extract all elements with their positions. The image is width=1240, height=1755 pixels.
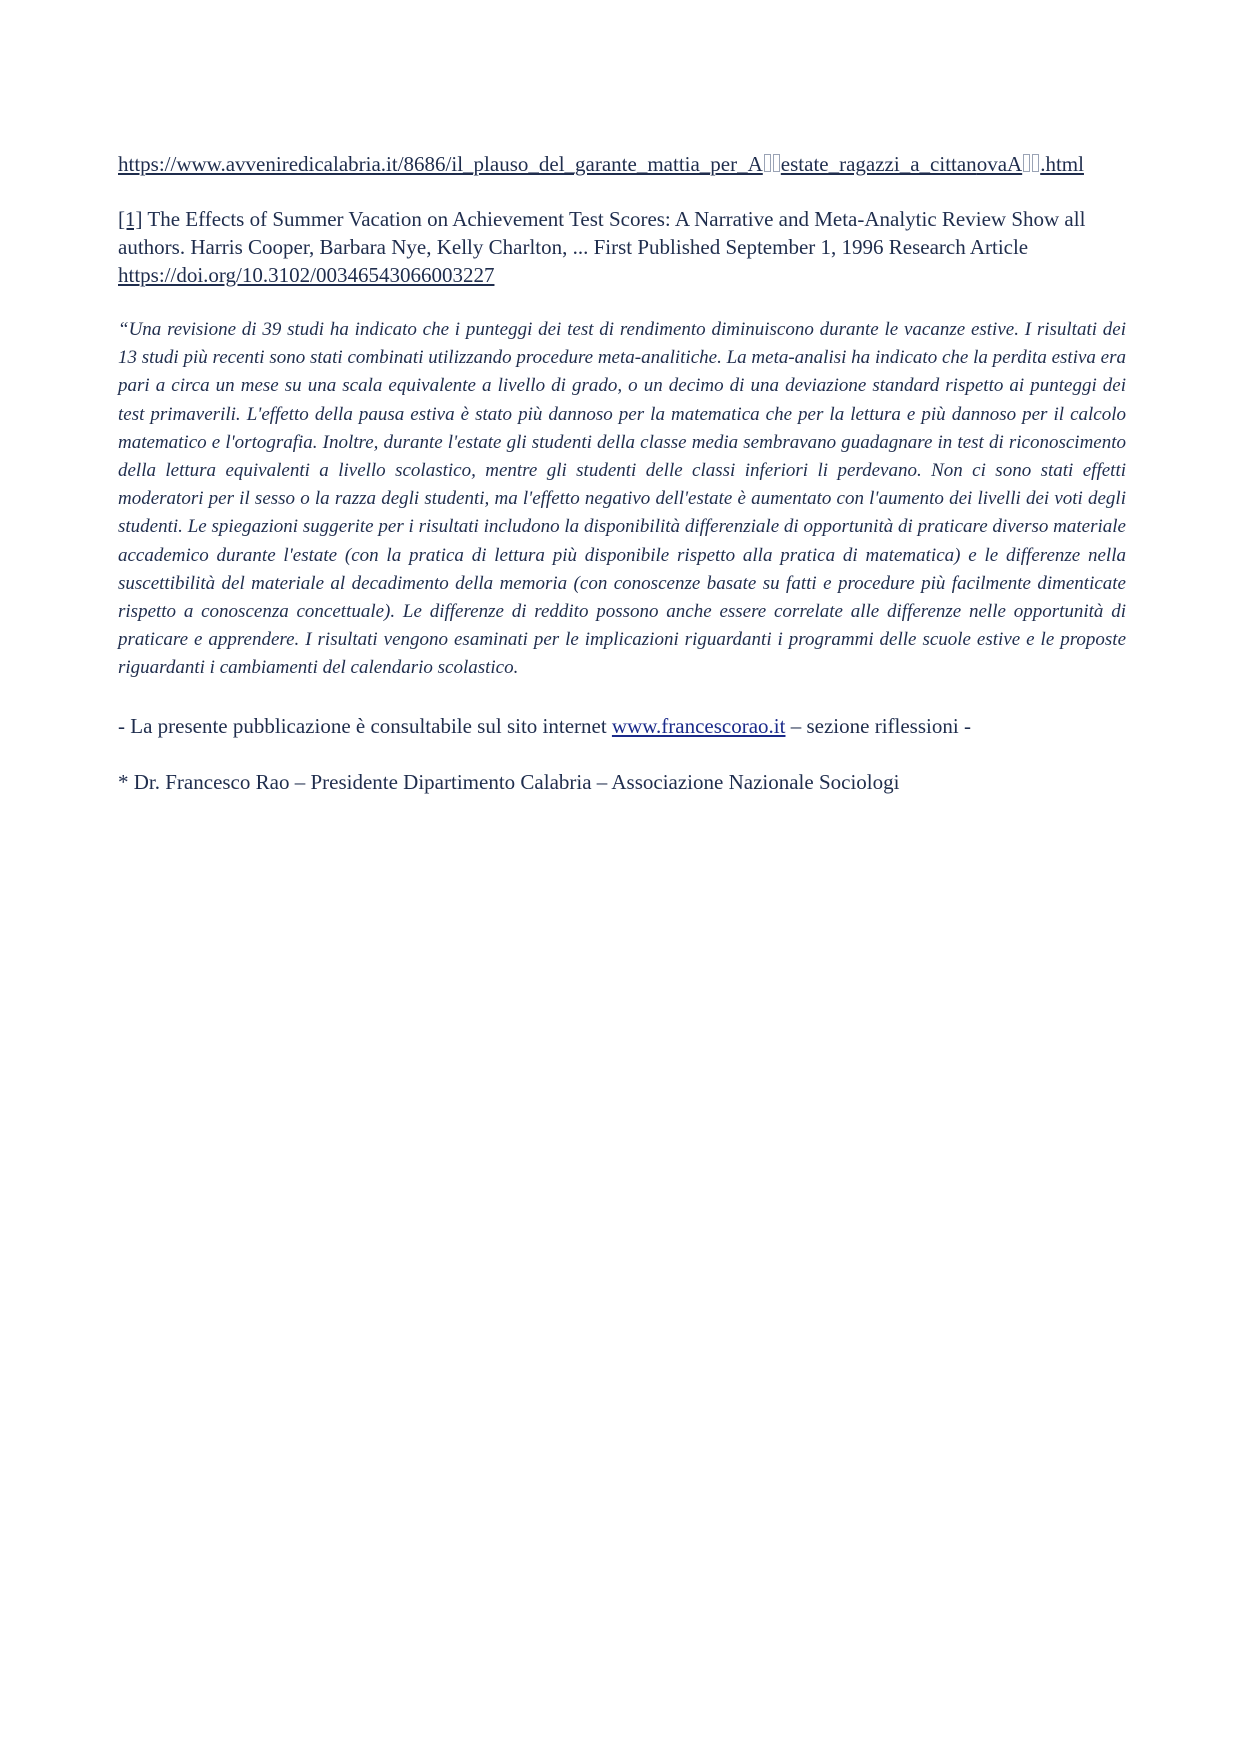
source-url-part2[interactable]: estate_ragazzi_a_cittan xyxy=(780,152,977,176)
footnote-marker[interactable]: [1] xyxy=(118,207,143,231)
missing-glyph-icon xyxy=(1023,154,1030,172)
source-url[interactable] xyxy=(118,150,1126,178)
source-url-part3[interactable]: ovaA xyxy=(976,152,1023,176)
footnote-reference xyxy=(118,205,1126,289)
missing-glyph-icon xyxy=(764,154,771,172)
publication-note-before: - La presente pubblicazione è consultabile sul sito internet xyxy=(118,713,612,738)
missing-glyph-icon xyxy=(1032,154,1039,172)
website-link[interactable]: www.francescorao.it xyxy=(611,713,786,738)
source-url-part4[interactable]: .html xyxy=(1040,152,1084,176)
abstract-quote: “Una revisione di 39 studi ha indicato che i punteggi dei test di rendimento diminuiscono durante le vacanze estive. I risultati dei 13 studi più recenti sono stati combinati utilizzando procedure meta-analitiche. La meta-analisi ha indicato che la perdita estiva era pari a circa un mese su una scala equivalente a livello di grado, o un decimo di una deviazione standard rispetto ai punteggi dei test primaverili. L'effetto della pausa estiva è stato più dannoso per la matematica che per la lettura e più dannoso per il calcolo matematico e l'ortografia. Inoltre, durante l'estate gli studenti della classe media sembravano guadagnare in test di riconoscimento della lettura equivalenti a livello scolastico, mentre gli studenti delle classi inferiori li perdevano. Non ci sono stati effetti moderatori per il sesso o la razza degli studenti, ma l'effetto negativo dell'estate è aumentato con l'aumento dei livelli dei voti degli studenti. Le spiegazioni suggerite per i risultati includono la disponibilità differenziale di opportunità di praticare diverso materiale accademico durante l'estate (con la pratica di lettura più disponibile rispetto alla pratica di matematica) e le differenze nella suscettibilità del materiale al decadimento della memoria (con conoscenze basate su fatti e procedure più facilmente dimenticate rispetto a conoscenza concettuale). Le differenze di reddito possono anche essere correlate alle differenze nelle opportunità di praticare e apprendere. I risultati vengono esaminati per le implicazioni riguardanti i programmi delle scuole estive e le proposte riguardanti i cambiamenti del calendario scolastico. xyxy=(118,319,1126,679)
publication-note xyxy=(118,712,1126,740)
publication-note-after: – sezione riflessioni - xyxy=(785,713,971,738)
reference-text: The Effects of Summer Vacation on Achievement Test Scores: A Narrative and Meta-Analytic Review Show all authors. Harris Cooper, Barbara Nye, Kelly Charlton, ... First Published September 1, 1996 Research Article xyxy=(118,207,1086,259)
doi-link[interactable]: https://doi.org/10.3102/00346543066003227 xyxy=(118,263,495,287)
author-line: * Dr. Francesco Rao – Presidente Dipartimento Calabria – Associazione Nazionale Sociologi xyxy=(118,769,900,794)
missing-glyph-icon xyxy=(773,154,780,172)
source-url-part1[interactable]: https://www.avveniredicalabria.it/8686/il_plauso_del_garante_mattia_per_A xyxy=(118,152,763,176)
document-page xyxy=(118,150,1126,796)
